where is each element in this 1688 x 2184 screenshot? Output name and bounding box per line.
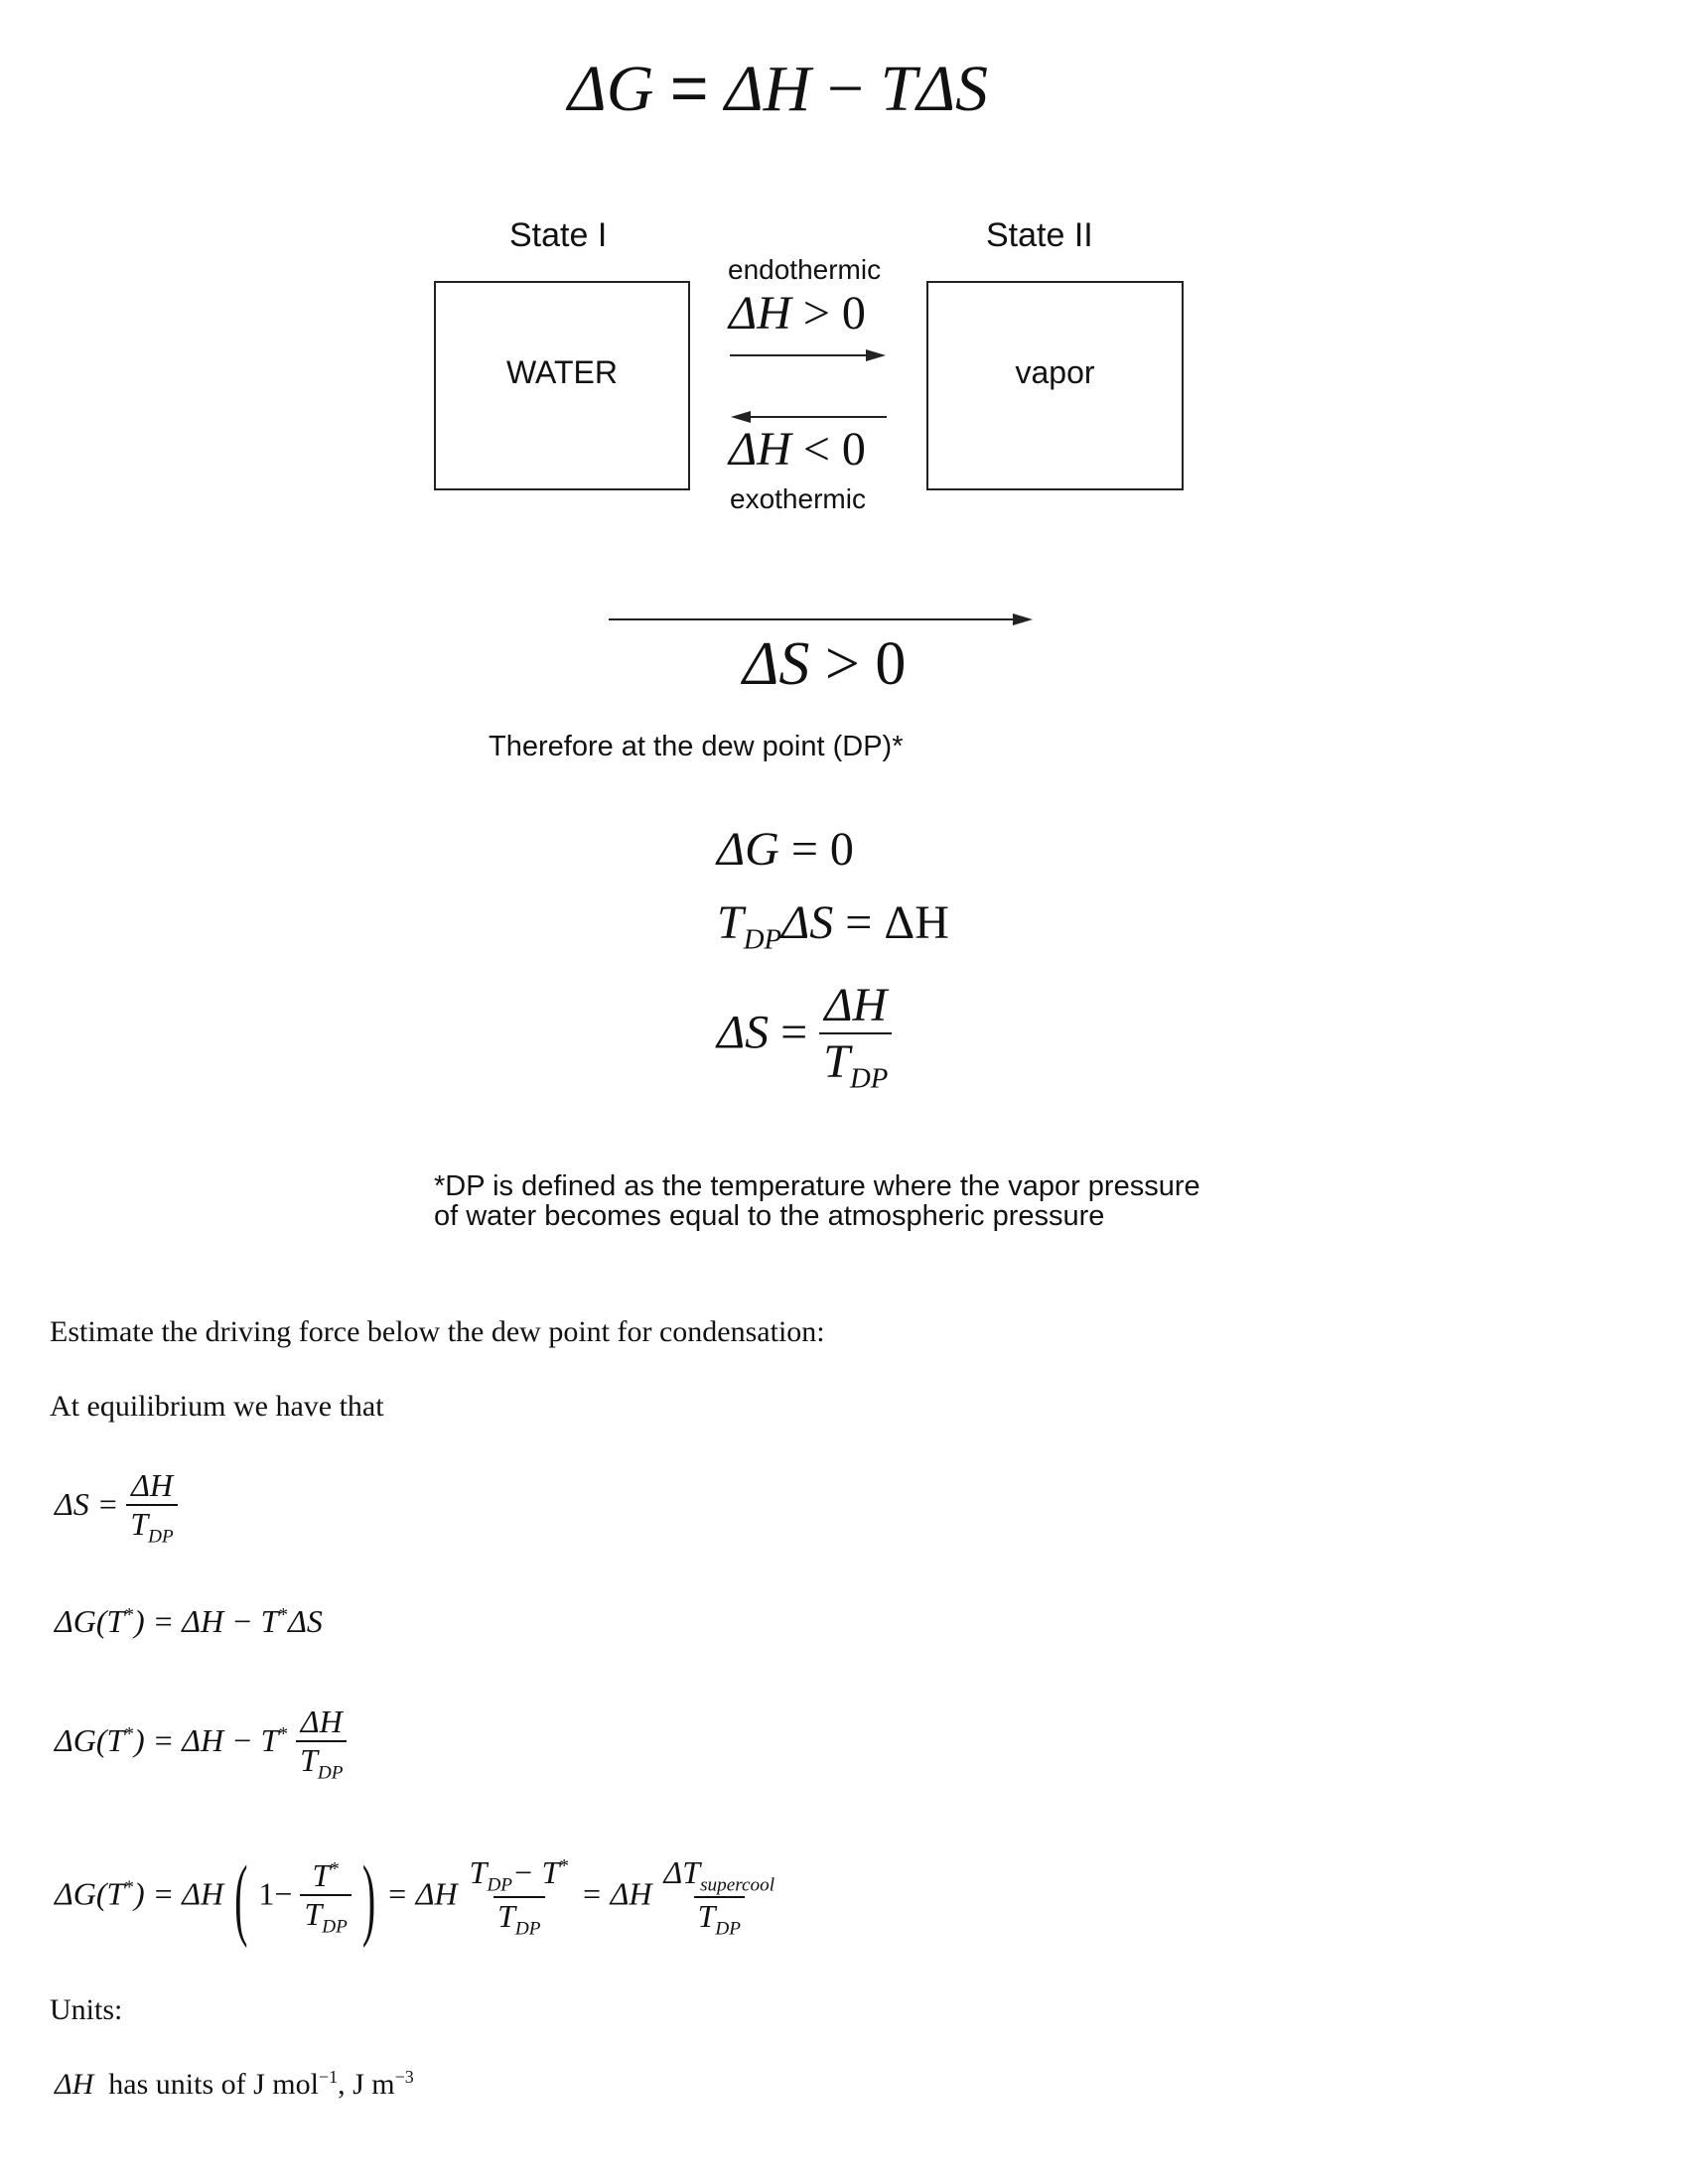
deriv-eq4-f3-num-sub: supercool (700, 1874, 775, 1896)
derivation-eq1 (55, 1467, 178, 1548)
deriv-eq4-f2-star: * (559, 1855, 569, 1877)
deriv-eq3-den-sub: DP (317, 1762, 344, 1784)
deriv-eq4-f1-den (300, 1894, 351, 1938)
deriv-eq1-den (126, 1504, 177, 1548)
dew-eq3-den-sub: DP (849, 1062, 889, 1095)
derivation-prompt: Estimate the driving force below the dew point for condensation: (50, 1315, 825, 1348)
deriv-eq4-f2-num-T: T (469, 1854, 488, 1890)
equals-sign: = (669, 51, 709, 124)
deriv-eq1-den-sub: DP (148, 1526, 174, 1548)
entropy-arrowhead (1013, 614, 1033, 625)
derivation-eq2 (55, 1603, 323, 1640)
dew-eq2-dS: ΔS (781, 896, 834, 949)
deriv-eq3-star1: * (124, 1723, 134, 1745)
dG: ΔG (568, 53, 654, 125)
deriv-eq3-star2: * (278, 1723, 289, 1745)
equilibrium-text: At equilibrium we have that (50, 1390, 384, 1423)
deriv-eq4-f3-num-dT: ΔT (663, 1854, 701, 1890)
deriv-eq4-one: 1− (258, 1875, 293, 1912)
deriv-eq2-star2: * (278, 1604, 289, 1626)
dew-eq3-lhs: ΔS (717, 1006, 770, 1059)
reverse-dH-relation: < 0 (802, 423, 866, 476)
dew-point-footnote (434, 1171, 1200, 1231)
dew-eq1-rhs: = 0 (790, 823, 854, 876)
forward-arrowhead (866, 349, 886, 361)
deriv-eq4-f2-den-T: T (497, 1898, 515, 1935)
right-paren: ) (361, 1845, 376, 1950)
deriv-eq1-lhs: ΔS = (55, 1486, 119, 1523)
dew-eq2 (717, 895, 949, 957)
deriv-eq3-den-T: T (300, 1742, 318, 1778)
dew-eq2-T: T (717, 896, 744, 949)
units-comma: , J m (338, 2068, 395, 2101)
deriv-eq4-f1-sub: DP (322, 1916, 348, 1938)
deriv-eq4-f3-den-sub: DP (715, 1918, 741, 1940)
derivation-eq4 (55, 1845, 778, 1950)
deriv-eq4-mid: ) = ΔH (133, 1875, 224, 1912)
derivation-eq3 (55, 1704, 347, 1784)
units-line (55, 2067, 414, 2102)
units-text: has units of J mol (108, 2068, 319, 2101)
footnote-line1: *DP is defined as the temperature where the vapor pressure (434, 1170, 1200, 1202)
deriv-eq3-den (296, 1740, 347, 1784)
deriv-eq4-fraction3 (659, 1854, 778, 1941)
deriv-eq1-fraction (126, 1467, 177, 1548)
deriv-eq4-f1-den-T: T (304, 1895, 323, 1932)
vapor-box-text: vapor (1015, 354, 1095, 390)
deriv-eq4-f2-num-minus: − T (512, 1854, 560, 1890)
deriv-eq4-star1: * (124, 1877, 134, 1899)
state2-label: State II (986, 216, 1093, 254)
dew-eq3 (717, 978, 892, 1096)
deriv-eq4-f2-num (466, 1854, 573, 1896)
footnote-line2: of water becomes equal to the atmospheric pressure (434, 1200, 1105, 1232)
reverse-dH-symbol: ΔH (729, 423, 791, 476)
deriv-eq4-f1-num-T: T (312, 1856, 331, 1893)
entropy-rel: > 0 (824, 630, 907, 698)
deriv-eq2-star1: * (124, 1604, 134, 1626)
deriv-eq4-f2-den-sub: DP (514, 1918, 541, 1940)
dew-eq1 (717, 822, 854, 877)
deriv-eq3-fraction (296, 1704, 347, 1784)
units-dH: ΔH (55, 2068, 94, 2101)
deriv-eq4-eq: = ΔH (386, 1875, 458, 1912)
deriv-eq1-den-T: T (130, 1506, 149, 1542)
units-exp2: −3 (394, 2067, 414, 2087)
deriv-eq4-fraction2 (466, 1854, 573, 1941)
state1-label: State I (509, 216, 608, 254)
deriv-eq4-f3-den-T: T (697, 1898, 716, 1935)
entropy-dS: ΔS (743, 630, 810, 698)
deriv-eq4-f3-den (694, 1896, 745, 1940)
dew-eq3-eq: = (780, 1006, 808, 1059)
dS: ΔS (916, 53, 989, 125)
deriv-eq1-num: ΔH (131, 1467, 173, 1503)
deriv-eq4-eq2: = ΔH (581, 1875, 652, 1912)
deriv-eq4-f3-num (659, 1854, 778, 1896)
dew-eq3-num: ΔH (824, 979, 888, 1031)
reverse-dH (729, 422, 866, 477)
units-heading: Units: (50, 1993, 123, 2026)
forward-dH-symbol: ΔH (729, 287, 791, 340)
dH: ΔH (724, 53, 811, 125)
exothermic-label: exothermic (730, 483, 866, 514)
deriv-eq4-f1-star: * (330, 1858, 340, 1880)
deriv-eq4-f1-num (308, 1857, 343, 1894)
deriv-eq4-f2-num-sub: DP (487, 1874, 513, 1896)
deriv-eq4-f2-den (493, 1896, 544, 1940)
forward-dH-relation: > 0 (802, 287, 866, 340)
endothermic-label: endothermic (728, 254, 882, 285)
minus-sign: − (826, 53, 865, 125)
deriv-eq2-start: ΔG(T (55, 1603, 125, 1639)
deriv-eq2-end: ΔS (288, 1603, 323, 1639)
deriv-eq2-mid: ) = ΔH − T (133, 1603, 279, 1639)
dew-eq3-fraction (819, 978, 892, 1096)
T: T (880, 53, 917, 125)
deriv-eq3-num: ΔH (300, 1704, 343, 1739)
dew-eq2-rhs: = ΔH (845, 896, 949, 949)
deriv-eq3-mid: ) = ΔH − T (133, 1722, 279, 1759)
dew-eq3-den-T: T (823, 1035, 850, 1088)
deriv-eq4-fraction1 (300, 1857, 351, 1938)
left-paren: ( (234, 1845, 248, 1950)
deriv-eq4-start: ΔG(T (55, 1875, 125, 1912)
units-exp1: −1 (318, 2067, 339, 2087)
dew-eq3-den (819, 1032, 892, 1096)
deriv-eq3-start: ΔG(T (55, 1722, 125, 1759)
dew-eq1-lhs: ΔG (717, 823, 779, 876)
dew-point-intro: Therefore at the dew point (DP)* (489, 731, 904, 762)
dew-eq2-sub: DP (743, 923, 782, 956)
water-box-text: WATER (506, 354, 618, 390)
entropy-relation (743, 629, 906, 700)
